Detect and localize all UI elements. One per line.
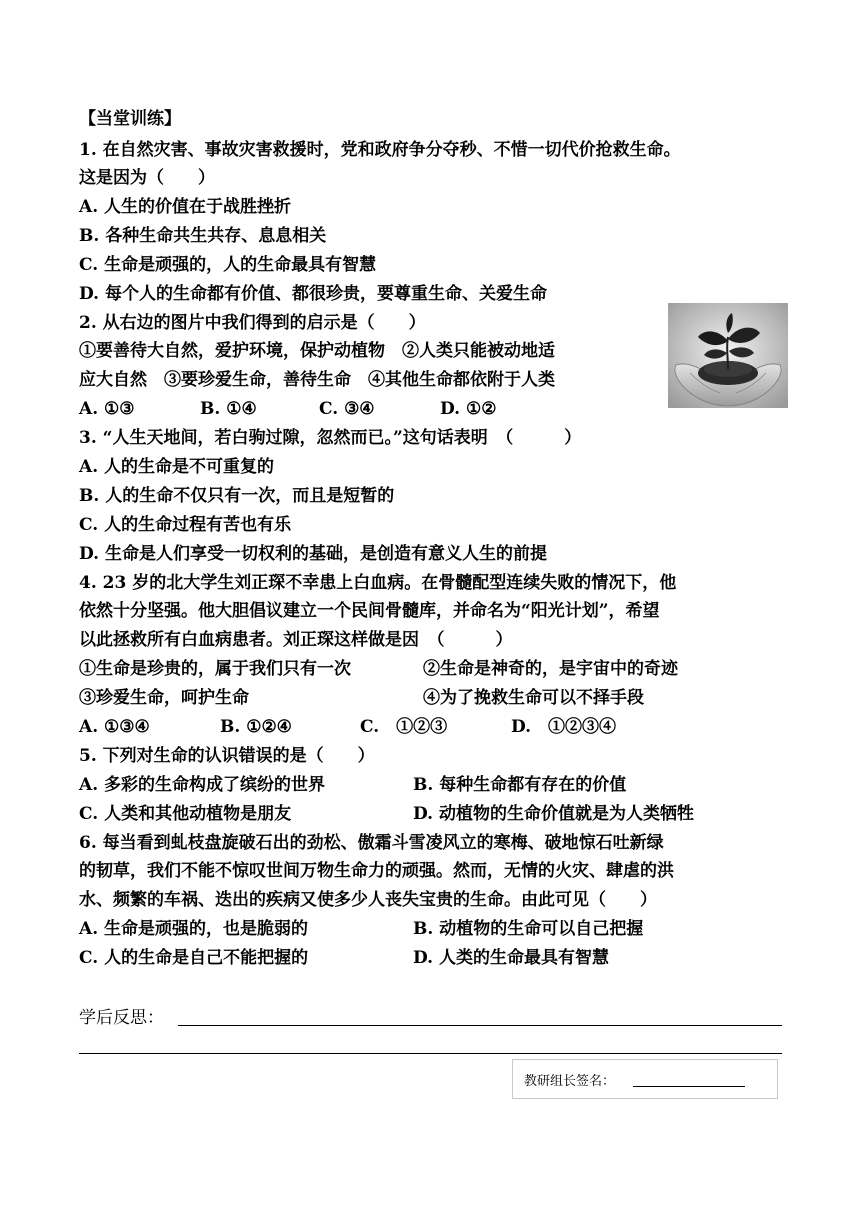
q3-option-b: B. 人的生命不仅只有一次，而且是短暂的	[79, 486, 395, 506]
q6-option-d: D. 人类的生命最具有智慧	[413, 948, 609, 968]
q1-option-d: D. 每个人的生命都有价值、都很珍贵，要尊重生命、关爱生命	[79, 284, 547, 304]
reflection-line-2[interactable]	[79, 1053, 782, 1054]
q3-option-c: C. 人的生命过程有苦也有乐	[79, 515, 292, 535]
q4-statement-4: ④为了挽救生命可以不择手段	[423, 688, 644, 708]
q4-option-a: A. ①③④	[79, 717, 150, 737]
q1-stem-line-2: 这是因为（ ）	[79, 168, 215, 188]
q6-option-b: B. 动植物的生命可以自己把握	[413, 919, 644, 939]
hands-holding-seedling-icon	[668, 303, 788, 408]
q2-statement-line-1: ①要善待大自然，爱护环境，保护动植物 ②人类只能被动地适	[79, 341, 555, 361]
signature-label: 教研组长签名：	[524, 1074, 616, 1089]
q5-option-c: C. 人类和其他动植物是朋友	[79, 804, 292, 824]
q3-option-d: D. 生命是人们享受一切权利的基础，是创造有意义人生的前提	[79, 544, 547, 564]
q6-option-a: A. 生命是顽强的，也是脆弱的	[79, 919, 309, 939]
q1-option-a: A. 人生的价值在于战胜挫折	[79, 197, 292, 217]
q5-stem: 5. 下列对生命的认识错误的是（ ）	[79, 746, 375, 766]
q1-option-b: B. 各种生命共生共存、息息相关	[79, 226, 327, 246]
q3-option-a: A. 人的生命是不可重复的	[79, 457, 275, 477]
reflection-line-1[interactable]	[178, 1025, 782, 1026]
q4-statement-1: ①生命是珍贵的，属于我们只有一次	[79, 659, 351, 679]
q2-options	[79, 399, 579, 419]
q4-statement-2: ②生命是神奇的，是宇宙中的奇迹	[423, 659, 678, 679]
q5-option-a: A. 多彩的生命构成了缤纷的世界	[79, 775, 326, 795]
q4-statements-row-2	[79, 688, 769, 708]
q2-statement-line-2: 应大自然 ③要珍爱生命，善待生命 ④其他生命都依附于人类	[79, 370, 555, 390]
q5-option-d: D. 动植物的生命价值就是为人类牺牲	[413, 804, 694, 824]
q4-options	[79, 717, 679, 737]
q4-option-b: B. ①②④	[220, 717, 292, 737]
q1-stem-line-1: 1. 在自然灾害、事故灾害救援时，党和政府争分夺秒、不惜一切代价抢救生命。	[79, 140, 681, 160]
q2-option-a: A. ①③	[79, 399, 135, 419]
reflection-label: 学后反思：	[79, 1008, 164, 1028]
signature-box	[512, 1059, 778, 1099]
q4-option-d: D. ①②③④	[511, 717, 617, 737]
q1-option-c: C. 生命是顽强的，人的生命最具有智慧	[79, 255, 377, 275]
q6-stem-line-2: 的韧草，我们不能不惊叹世间万物生命力的顽强。然而，无情的火灾、肆虐的洪	[79, 861, 674, 881]
q6-options-row-2	[79, 948, 769, 968]
q3-stem: 3. “人生天地间，若白驹过隙，忽然而已。”这句话表明 （ ）	[79, 428, 582, 448]
q5-option-b: B. 每种生命都有存在的价值	[413, 775, 627, 795]
q6-stem-line-1: 6. 每当看到虬枝盘旋破石出的劲松、傲霜斗雪凌风立的寒梅、破地惊石吐新绿	[79, 833, 664, 853]
q4-stem-line-3: 以此拯救所有白血病患者。刘正琛这样做是因 （ ）	[79, 630, 513, 650]
signature-line[interactable]	[633, 1086, 745, 1087]
q5-options-row-2	[79, 804, 769, 824]
q2-option-d: D. ①②	[440, 399, 497, 419]
q2-option-c: C. ③④	[319, 399, 375, 419]
q4-statements-row-1	[79, 659, 769, 679]
q4-option-c: C. ①②③	[360, 717, 448, 737]
q2-option-b: B. ①④	[200, 399, 257, 419]
q6-stem-line-3: 水、频繁的车祸、迭出的疾病又使多少人丧失宝贵的生命。由此可见（ ）	[79, 890, 657, 910]
section-title: 【当堂训练】	[79, 109, 181, 129]
q4-stem-line-1: 4. 23 岁的北大学生刘正琛不幸患上白血病。在骨髓配型连续失败的情况下，他	[79, 573, 677, 593]
q6-option-c: C. 人的生命是自己不能把握的	[79, 948, 309, 968]
q6-options-row-1	[79, 919, 769, 939]
q2-stem: 2. 从右边的图片中我们得到的启示是（ ）	[79, 313, 426, 333]
q4-stem-line-2: 依然十分坚强。他大胆倡议建立一个民间骨髓库，并命名为“阳光计划”，希望	[79, 601, 660, 621]
q4-statement-3: ③珍爱生命，呵护生命	[79, 688, 249, 708]
q5-options-row-1	[79, 775, 769, 795]
